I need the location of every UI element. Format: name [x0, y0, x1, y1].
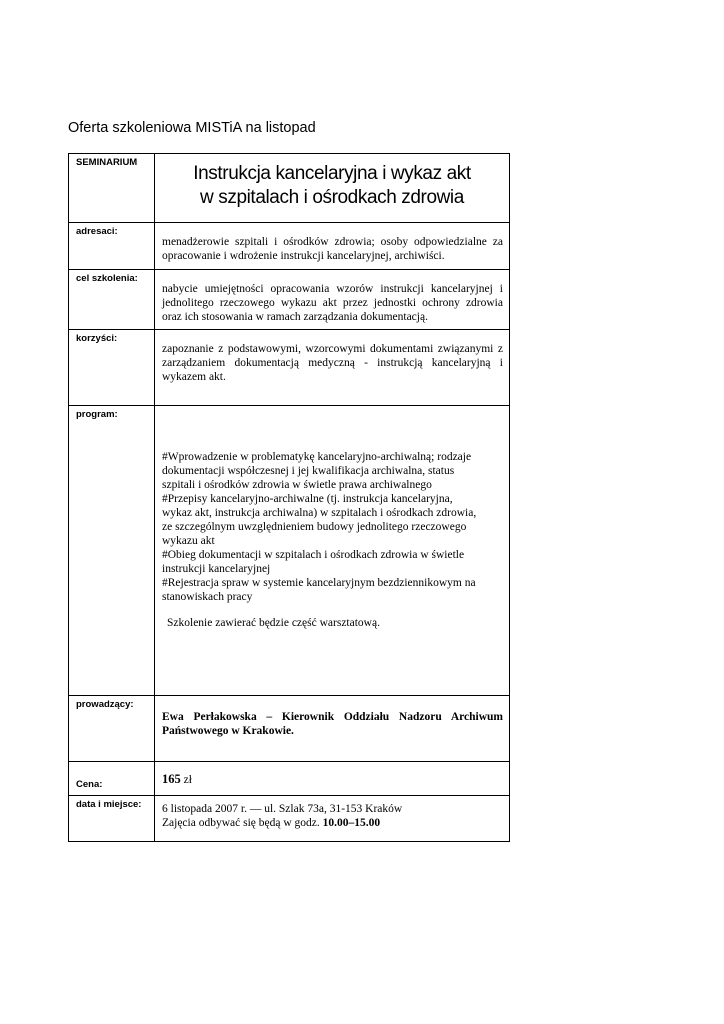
- row-lecturer: [69, 696, 510, 762]
- row-date-place: [69, 796, 510, 842]
- label-recipients: adresaci:: [69, 223, 155, 270]
- recipients-text: menadżerowie szpitali i ośrodków zdrowia; osoby odpowiedzialne za opracowanie i wdrożenie instrukcji kancelaryjnej, archiwiści.: [155, 223, 510, 270]
- program-line: ze szczególnym uwzględnieniem budowy jednolitego rzeczowego: [162, 521, 467, 533]
- row-goal: [69, 270, 510, 330]
- row-seminar: [69, 154, 510, 223]
- hours-value: 10.00–15.00: [322, 817, 381, 829]
- date-place-line-2: [162, 816, 503, 830]
- program-line: wykazu akt: [162, 535, 215, 547]
- seminar-title: [155, 154, 510, 223]
- program-line: #Przepisy kancelaryjno-archiwalne (tj. instrukcja kancelaryjna,: [162, 493, 453, 505]
- label-seminar: SEMINARIUM: [69, 154, 155, 223]
- date-place-text: [155, 796, 510, 842]
- label-date-place: data i miejsce:: [69, 796, 155, 842]
- program-line: wykaz akt, instrukcja archiwalna) w szpitalach i ośrodkach zdrowia,: [162, 507, 477, 519]
- program-line: stanowiskach pracy: [162, 591, 253, 603]
- lecturer-text: Ewa Perłakowska – Kierownik Oddziału Nadzoru Archiwum Państwowego w Krakowie.: [155, 696, 510, 762]
- program-line: #Wprowadzenie w problematykę kancelaryjno-archiwalną; rodzaje: [162, 451, 472, 463]
- row-price: [69, 762, 510, 796]
- program-note: Szkolenie zawierać będzie część warsztatową.: [167, 617, 380, 629]
- label-benefits: korzyści:: [69, 330, 155, 406]
- program-line: instrukcji kancelaryjnej: [162, 563, 271, 575]
- goal-text: nabycie umiejętności opracowania wzorów instrukcji kancelaryjnej i jednolitego rzeczowego wykazu akt przez jednostki ochrony zdrowia oraz ich stosowania w ramach zarządzania dokumentacją.: [155, 270, 510, 330]
- program-line: #Rejestracja spraw w systemie kancelaryjnym bezdziennikowym na: [162, 577, 476, 589]
- price-currency: zł: [183, 774, 192, 786]
- price-value: [155, 762, 510, 796]
- label-goal: cel szkolenia:: [69, 270, 155, 330]
- program-content: [155, 406, 510, 696]
- hours-prefix: Zajęcia odbywać się będą w godz.: [162, 817, 320, 829]
- page-heading: Oferta szkoleniowa MISTiA na listopad: [68, 120, 316, 136]
- offer-table: [68, 153, 510, 842]
- row-recipients: [69, 223, 510, 270]
- benefits-text: zapoznanie z podstawowymi, wzorcowymi dokumentami związanymi z zarządzaniem dokumentacją medyczną - instrukcją kancelaryjną i wykazem akt.: [155, 330, 510, 406]
- title-line-2: w szpitalach i ośrodkach zdrowia: [200, 187, 464, 208]
- label-price: Cena:: [69, 762, 155, 796]
- title-line-1: Instrukcja kancelaryjna i wykaz akt: [193, 163, 471, 184]
- program-line: #Obieg dokumentacji w szpitalach i ośrodkach zdrowia w świetle: [162, 549, 465, 561]
- label-lecturer: prowadzący:: [69, 696, 155, 762]
- row-program: [69, 406, 510, 696]
- label-program: program:: [69, 406, 155, 696]
- program-line: dokumentacji współczesnej i jej kwalifikacja archiwalna, status: [162, 465, 455, 477]
- program-line: szpitali i ośrodków zdrowia w świetle prawa archiwalnego: [162, 479, 432, 491]
- date-place-line-1: 6 listopada 2007 r. — ul. Szlak 73a, 31-153 Kraków: [162, 803, 403, 815]
- price-amount: 165: [162, 772, 181, 786]
- row-benefits: [69, 330, 510, 406]
